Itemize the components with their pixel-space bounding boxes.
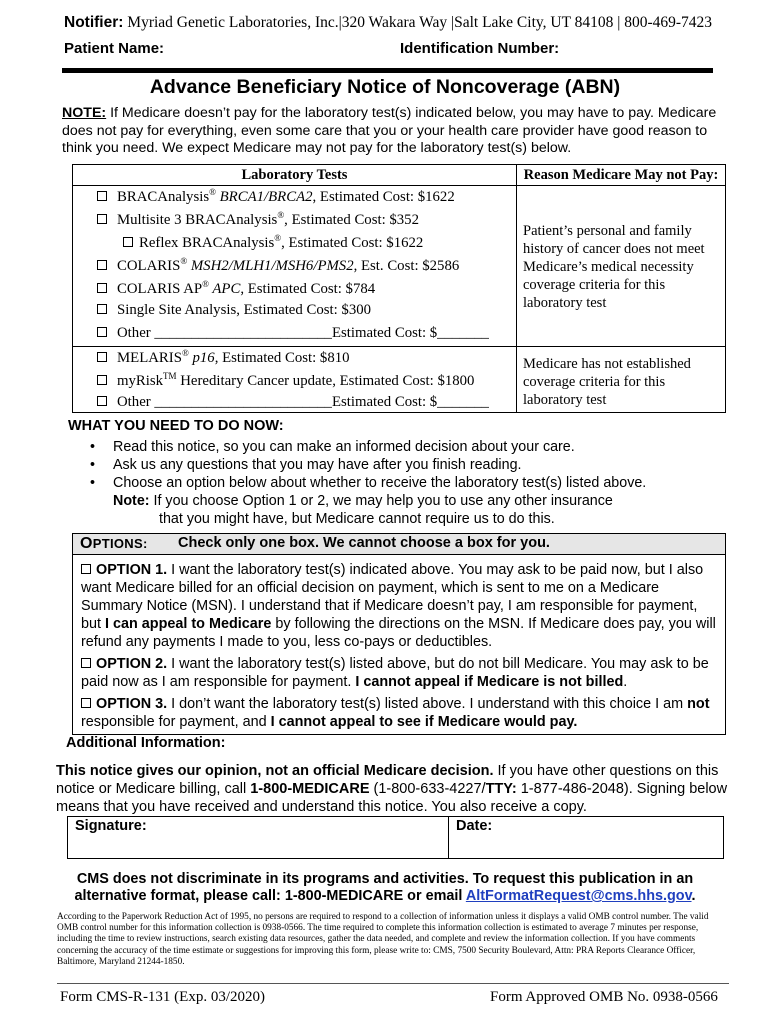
test-row[interactable]: MELARIS® p16, Estimated Cost: $810 xyxy=(97,348,350,367)
test-checkbox[interactable] xyxy=(97,283,107,293)
email-link[interactable]: AltFormatRequest@cms.hhs.gov xyxy=(465,888,692,904)
test-checkbox[interactable] xyxy=(123,237,133,247)
header-row-divider xyxy=(73,185,725,186)
patient-name-label: Patient Name: xyxy=(64,40,165,57)
option-2-checkbox[interactable] xyxy=(81,658,91,668)
list-item: • Ask us any questions that you may have after you finish reading. xyxy=(90,456,646,474)
column-header-laboratory-tests: Laboratory Tests xyxy=(241,167,348,183)
test-row[interactable]: COLARIS AP® APC, Estimated Cost: $784 xyxy=(97,279,375,298)
test-row-reflex[interactable]: Reflex BRACAnalysis®, Estimated Cost: $1622 xyxy=(123,233,423,252)
notifier-line xyxy=(64,14,712,32)
test-checkbox[interactable] xyxy=(97,260,107,270)
note-label: NOTE: xyxy=(62,105,107,121)
option-1[interactable]: OPTION 1. I want the laboratory test(s) indicated above. You may ask to be paid now, but I also want Medicare billed for an official decision on payment, which is sent to me on a Medicare Summary Notice (MSN). I understand that if Medicare doesn’t pay, I am responsible for payment, but I can appeal to Medicare by following the directions on the MSN. If Medicare does pay, you will refund any payments I made to you, less co-pays or deductibles. xyxy=(81,562,716,650)
notifier-label: Notifier: xyxy=(64,14,124,31)
test-row-other[interactable]: Other ________________________Estimated Cost: $_______ xyxy=(97,394,489,411)
options-instruction: Check only one box. We cannot choose a box for you. xyxy=(178,535,550,551)
additional-information-label: Additional Information: xyxy=(66,735,226,751)
column-divider xyxy=(516,165,517,412)
signature-divider xyxy=(448,816,449,859)
signature-box[interactable] xyxy=(67,816,724,859)
signature-label: Signature: xyxy=(75,818,147,834)
note-text: If Medicare doesn’t pay for the laboratory test(s) indicated below, you may have to pay. Medicare does not pay for everything, even some care that you or your health care provider have good reason to think you need. We expect Medicare may not pay for the laboratory test(s) below. xyxy=(62,105,717,156)
test-row[interactable]: myRisk™ Hereditary Cancer update, Estimated Cost: $1800 xyxy=(97,371,474,390)
test-checkbox[interactable] xyxy=(97,327,107,337)
header-divider xyxy=(62,68,713,73)
test-checkbox[interactable] xyxy=(97,396,107,406)
options-label: OPTIONS: xyxy=(80,535,148,552)
option-3[interactable]: OPTION 3. I don’t want the laboratory test(s) listed above. I understand with this choice I am not responsible for payment, and I cannot appeal to see if Medicare would pay. xyxy=(81,696,710,730)
column-header-reason: Reason Medicare May not Pay: xyxy=(516,165,725,185)
notifier-text: Myriad Genetic Laboratories, Inc.|320 Wakara Way |Salt Lake City, UT 84108 | 800-469-7423 xyxy=(123,14,713,31)
paperwork-reduction-act-notice: According to the Paperwork Reduction Act of 1995, no persons are required to respond to a collection of information unless it displays a valid OMB control number. The valid OMB control number for this information collection is 0938-0566. The time required to complete this information collection is estimated to average 7 minutes per response, including the time to review instructions, search existing data resources, gather the data needed, and complete and review the information collection. If you have comments concerning the accuracy of the time estimate or suggestions for improving this form, please write to: CMS, 7500 Security Boulevard, Attn: PRA Reports Clearance Officer, Baltimore, Maryland 21244-1850. xyxy=(57,912,709,967)
identification-number-label: Identification Number: xyxy=(400,40,560,57)
opinion-paragraph: This notice gives our opinion, not an official Medicare decision. If you have other questions on this notice or Medicare billing, call 1-800-MEDICARE (1-800-633-4227/TTY: 1-877-486-2048). Signing below means that you have received and understand this notice. You also receive a copy. xyxy=(56,763,728,815)
list-item: • Choose an option below about whether to receive the laboratory test(s) listed above. xyxy=(90,474,646,492)
option-3-checkbox[interactable] xyxy=(81,698,91,708)
test-checkbox[interactable] xyxy=(97,191,107,201)
laboratory-tests-table xyxy=(72,164,726,413)
test-row[interactable]: COLARIS® MSH2/MLH1/MSH6/PMS2, Est. Cost: $2586 xyxy=(97,256,459,275)
option-1-checkbox[interactable] xyxy=(81,564,91,574)
todo-note: Note: If you choose Option 1 or 2, we may help you to use any other insurance that you might have, but Medicare cannot require us to do this. xyxy=(113,493,613,527)
todo-note-label: Note: xyxy=(113,493,150,509)
form-number: Form CMS-R-131 (Exp. 03/2020) xyxy=(60,989,266,1005)
list-item: • Read this notice, so you can make an informed decision about your care. xyxy=(90,438,646,456)
test-row[interactable]: Multisite 3 BRACAnalysis®, Estimated Cost: $352 xyxy=(97,210,419,229)
date-label: Date: xyxy=(456,818,493,834)
test-checkbox[interactable] xyxy=(97,352,107,362)
document-title: Advance Beneficiary Notice of Noncoverage (ABN) xyxy=(149,76,621,98)
test-checkbox[interactable] xyxy=(97,304,107,314)
group-divider xyxy=(73,346,725,347)
footer-divider xyxy=(57,983,729,984)
option-2[interactable]: OPTION 2. I want the laboratory test(s) listed above, but do not bill Medicare. You may ask to be paid now as I am responsible for payment. I cannot appeal if Medicare is not billed. xyxy=(81,656,709,690)
test-row[interactable]: Single Site Analysis, Estimated Cost: $300 xyxy=(97,302,371,319)
test-checkbox[interactable] xyxy=(97,214,107,224)
todo-heading: WHAT YOU NEED TO DO NOW: xyxy=(68,418,284,434)
reason-group-1: Patient’s personal and family history of cancer does not meet Medicare’s medical necessity coverage criteria for this laboratory test xyxy=(523,223,705,311)
omb-number: Form Approved OMB No. 0938-0566 xyxy=(490,989,718,1005)
todo-list xyxy=(90,438,646,492)
test-row[interactable]: BRACAnalysis® BRCA1/BRCA2, Estimated Cost: $1622 xyxy=(97,187,455,206)
note-paragraph xyxy=(62,105,722,158)
reason-group-2: Medicare has not established coverage criteria for this laboratory test xyxy=(523,356,691,408)
cms-nondiscrimination-notice: CMS does not discriminate in its programs and activities. To request this publication in an alternative format, please call: 1-800-MEDICARE or email AltFormatRequest@cms.hhs.gov. xyxy=(74,871,696,904)
test-row-other[interactable]: Other ________________________Estimated Cost: $_______ xyxy=(97,325,489,342)
test-checkbox[interactable] xyxy=(97,375,107,385)
